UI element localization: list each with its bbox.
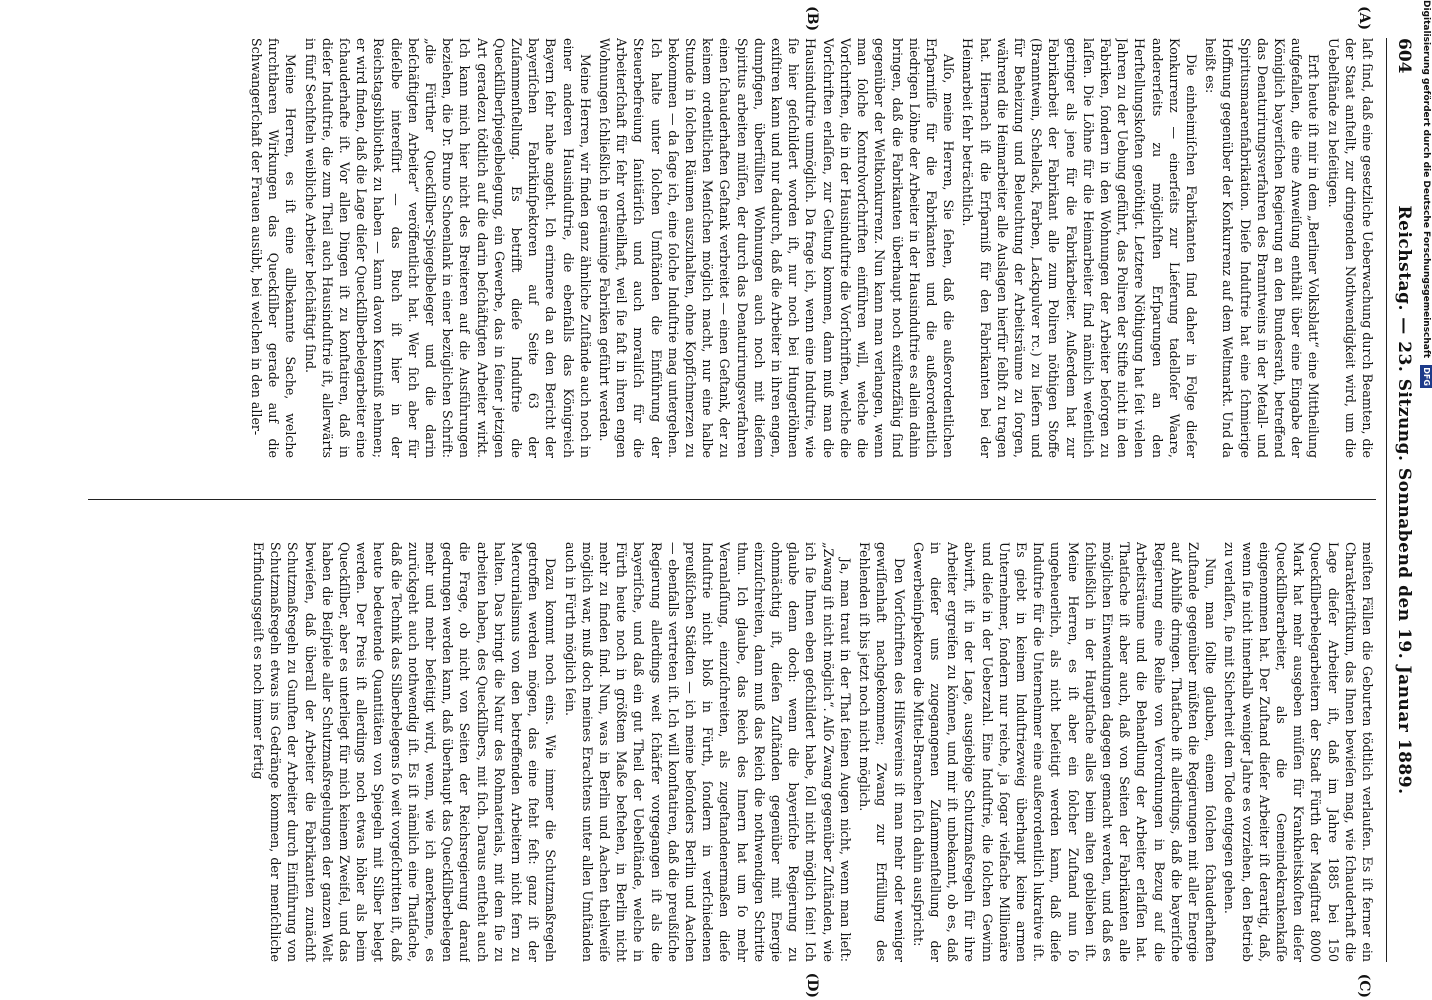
dfg-logo-icon: DFG [1422,367,1431,386]
text-paragraph: Erſt heute iſt mir in dem „Berliner Volksblatt“ eine Mittheilung aufgefallen, die eine Anweiſung enthält über eine Eingabe der Königlich bayeriſchen Regierung an den Bundesrath, betreffend das Denaturirungsverfahren des Branntweins in der Metall- und Spiritusmaarenfabrikation. Dieſe Induſtrie hat eine ſchmierige Hoffnung gegenüber der Konkurrenz auf dem Weltmarkt. Und da heißt es: [1203,38,1322,458]
text-paragraph: Meine Herren, es iſt eine allbekannte Sache, welche furchtbaren Wirkungen das Queckſilber gerade auf die Schwangerſchaft der Frauen ausübt, bei welchen in den aller- [249,38,299,458]
text-paragraph: Dazu kommt noch eins. Wie immer die Schutzmaßregeln getroffen werden mögen, das eine ſteht feſt: ganz iſt der Mercurialismus von den betreffenden Arbeitern nicht fern zu halten. Das bringt die Natur des Rohmaterials, mit dem ſie zu arbeiten haben, des Queckſilbers, mit ſich. Daraus entſteht auch die Frage, ob nicht von Seiten der Reichsregierung darauf gedrungen werden kann, daß überhaupt das Queckſilberbelegen mehr und mehr beſeitigt wird, wenn, wie ich anerkenne, es zurückgeht auch nothwendig iſt. Es iſt nämlich eine Thatſache, daß die Technik das Silberbelegens ſo weit vorgeſchritten iſt, daß heute bedeutende Quantitäten von Spiegeln mit Silber belegt werden. Der Preis iſt allerdings noch etwas höher als beim Queckſilber, aber es unterliegt für mich keinem Zweifel, und das haben die Beiſpiele aller Schutzmaßregelungen der ganzen Welt bewieſen, daß überall der Arbeiter die Fabrikanten zunächſt Schutzmaßregeln zu Gunſten der Arbeiter durch Einführung von Schutzmaßregeln etwas ins Gedränge kommen, der menſchliche Erfindungsgeiſt es noch immer fertig [251,542,559,962]
text-paragraph: Alſo, meine Herren, Sie ſehen, daß die außerordentlichen Erſparniſſe für die Fabrikanten und die außerordentlich niedrigen Löhne der Arbeiter in der Hausinduſtrie es allein dahin bringen, daß die Fabrikanten überhaupt noch exiſtenzfähig ſind gegenüber der Weltkonkurrenz. Nun kann man verlangen, wenn man ſolche Kontrolvorſchriften einführen will, welche die Vorſchriften, die in der Hausinduſtrie die Vorſchriften, welche die Vorſchriften erlaſſen, zur Geltung kommen, dann muß man die Hausinduſtrie unmöglich. Da frage ich, wenn eine Induſtrie, wie ſie hier geſchildert worden iſt, nur noch bei Hungerlöhnen exiſtiren kann und nur dadurch, daß die Arbeiter in ihren engen, dumpfigen, überfüllten Wohnungen auch noch mit dieſem Spiritus arbeiten müſſen, der durch das Denaturirungsverfahren einen ſchauderhaften Geſtank verbreitet — einen Geſtank, der zu keinem ordentlichen Menſchen möglich macht, nur eine halbe Stunde in ſolchen Räumen auszuhalten, ohne Kopfſchmerzen zu bekommen — da ſage ich, eine ſolche Induſtrie mag untergehen. Ich halte unter ſolchen Umſtänden die Einführung der Steuerbefreiung ſanitäriſch und auch moraliſch für die Arbeiterſchaft für ſehr vortheilhaft, weil ſie faſt in ihren engen Wohnungen ſchließlich in geräumige Fabriken geführt werden. [597,38,957,458]
text-paragraph: Meine Herren, wir finden ganz ähnliche Zuſtände auch noch in einer anderen Hausinduſtrie, die ebenfalls das Königreich Bayern ſehr nahe angeht. Ich erinnere da an den Bericht der bayeriſchen Fabrikinſpektoren auf Seite 63 der Zuſammenſtellung. Es betrifft dieſe Induſtrie die Queckſilberſpiegelbelegung, ein Gewerbe, das in ſeiner jetzigen Art geradezu tödtlich auf die darin beſchäftigten Arbeiter wirkt. Ich kann mich hier nicht des Breiteren auf die Ausführungen beziehen, die Dr. Bruno Schoenlank in einer bezüglichen Schrift: „die Fürther Queckſilber-Spiegelbeleger und die darin beſchäftigten Arbeiter“ veröffentlicht hat. Wer ſich aber für dieſelbe intereſſirt — das Buch iſt hier in der Reichstagsbibliothek zu haben — kann davon Kenntniß nehmen; er wird finden, daß die Lage dieſer Queckſilberbelegarbeiter eine ſchauderhafte iſt. Vor allen Dingen iſt zu konſtatiren, daß in dieſer Induſtrie, die zum Theil auch Hausinduſtrie iſt, allerwärts in fünf Sechſteln weibliche Arbeiter beſchäftigt ſind. [302,38,593,458]
section-marker-d: (D) [804,972,820,998]
page-number: 604 [1394,38,1414,74]
text-paragraph: Den Vorſchriften des Hilfsvereins iſt man mehr oder weniger gewiſſenhaft nachgekommen; Zwang zur Erfüllung des Fehlenden iſt bis jetzt noch nicht möglich. [857,542,907,962]
page-title: Reichstag. — 23. Sitzung. Sonnabend den 19. Januar 1889. [1394,205,1414,795]
page-header [1386,38,1414,962]
text-paragraph: Ja, man traut in der That ſeinen Augen nicht, wenn man lieſt: „Zwang iſt nicht möglich“. Alſo Zwang gegenüber Zuſtänden, wie ich ſie Ihnen eben geſchildert habe, ſoll nicht möglich ſein! Ich glaube denn doch: wenn die bayeriſche Regierung zu ohnmächtig iſt, dieſen Zuſtänden gegenüber mit Energie einzuſchreiten, dann muß das Reich die nothwendigen Schritte thun. Ich glaube, das Reich des Innern hat um ſo mehr Veranlaſſung, einzuſchreiten, als zugeſtandenermaßen dieſe Induſtrie nicht bloß in Fürth, ſondern in verſchiedenen preußiſchen Städten — ich meine beſonders Berlin und Aachen — ebenfalls vertreten iſt. Ich will konſtatiren, daß die preußiſche Regierung allerdings weit ſchärfer vorgegangen iſt als die bayeriſche, und daß ein gut Theil der Uebelſtände, welche in Fürth heute noch in größtem Maße beſtehen, in Berlin nicht mehr zu finden ſind. Nun, was in Berlin und Aachen theilweiſe möglich war, muß doch meines Erachtens unter allen Umſtänden auch in Fürth möglich ſein. [562,542,853,962]
header-rule [1386,38,1387,962]
text-paragraph: meiſten Fällen die Geburten tödtlich verlaufen. Es iſt ferner ein Charakteriſtikum, das Ihnen bewieſen mag, wie ſchauderhaft die Lage dieſer Arbeiter iſt, daß im Jahre 1885 bei 150 Queckſilberbelegarbeitern der Stadt Fürth der Magiſtrat 8000 Mark hat mehr ausgeben müſſen für Krankheitskoſten dieſer Queckſilberarbeiter, als die Gemeindekrankenkaſſe eingenommen hat. Der Zuſtand dieſer Arbeiter iſt derartig, daß, wenn ſie nicht innerhalb weniger Jahre es vorziehen, den Betrieb zu verlaſſen, ſie mit Sicherheit dem Tode entgegen gehen. [1222,542,1375,962]
digitization-footer [1420,0,1432,1000]
section-marker-c: (C) [1356,973,1372,998]
section-marker-a: (A) [1356,6,1372,31]
right-text-column [88,542,1376,962]
section-marker-b: (B) [804,6,820,32]
footer-credit-text: Digitalisierung gefördert durch die Deutsche Forschungsgemeinschaft [1421,0,1431,359]
text-paragraph: laſt ſind, daß eine gesetzliche Ueberwachung durch Beamten, die der Staat anſtellt, zur dringenden Nothwendigkeit wird, um die Uebelſtände zu beſeitigen. [1325,38,1375,458]
text-paragraph: Die einheimiſchen Fabrikanten ſind daher in Folge dieſer Konkurrenz — einerſeits zur Lieferung tadelloſer Waare, andererſeits zu möglichſten Erſparungen an den Herſtellungskoſten genöthigt. Letztere Nöthigung hat ſeit vielen Jahren zu der Uebung geführt, das Poliren der Stifte nicht in den Fabriken, ſondern in den Wohnungen der Arbeiter beſorgen zu laſſen. Die Löhne für die Heimarbeiter ſind nämlich weſentlich geringer als jene für die Fabrikarbeiter. Außerdem hat zur Fabrikarbeit der Fabrikant alle zum Poliren nöthigen Stoffe (Branntwein, Schellack, Farben, Lackpulver rc.) zu liefern und für Beheizung und Beleuchtung der Arbeitsräume zu ſorgen, während die Heimarbeiter alle Auslagen hierfür ſelbſt zu tragen hat. Hiernach iſt die Erſparniß für den Fabrikanten bei der Heimarbeit ſehr beträchtlich. [960,38,1199,458]
left-text-column [88,38,1376,458]
column-divider [88,499,1376,500]
text-paragraph: Nun, man ſollte glauben, einem ſolchen ſchauderhaften Zuſtande gegenüber müßten die Regierungen mit aller Energie auf Abhilfe dringen. Thatſache iſt allerdings, daß die bayeriſche Regierung eine Reihe von Verordnungen in Bezug auf die Arbeitsräume und die Behandlung der Arbeiter erlaſſen hat. Thatſache iſt aber auch, daß von Seiten der Fabrikanten alle möglichen Einwendungen dagegen gemacht werden, und daß es ſchließlich in der Hauptſache alles beim alten geblieben iſt. Meine Herren, es iſt aber ein ſolcher Zuſtand nun ſo ungeheuerlich, als nicht beſeitigt werden kann, daß dieſe Induſtrie für die Unternehmer eine außerordentlich lukrative iſt. Es giebt in keinem Induſtriezweig überhaupt keine armen Unternehmer, ſondern nur reiche, ja ſogar vielfache Millionäre und dieſe in der Ueberzahl. Eine Induſtrie, die ſolchen Gewinn abwirft, iſt in der Lage, ausgiebige Schutzmaßregeln für ihre Arbeiter ergreifen zu können, und mir iſt unbekannt, ob es, daß in dieſer uns zugegangenen Zuſammenſtellung der Gewerbeinſpektoren die Mittel-Branchen ſich dahin ausſpricht: [910,542,1219,962]
